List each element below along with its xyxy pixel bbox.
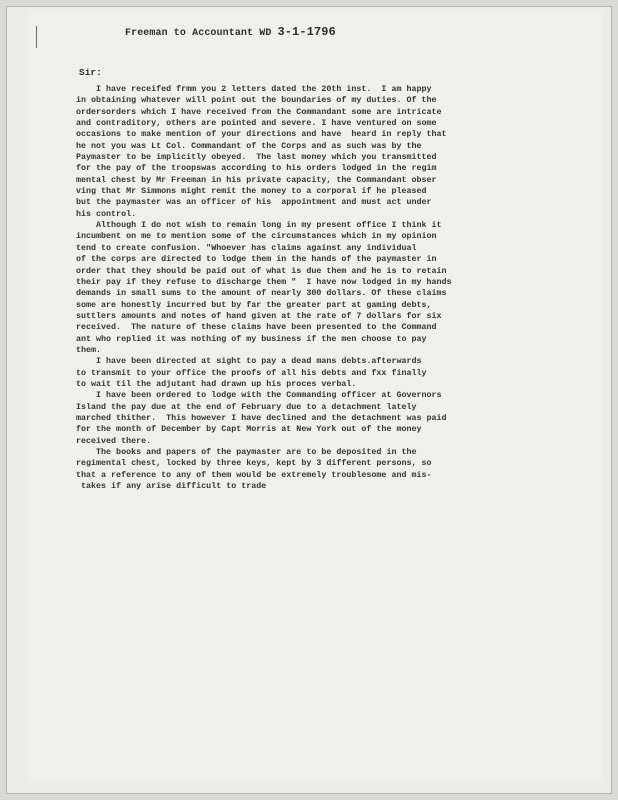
text-line: for the month of December by Capt Morris at New York out of the money [76, 424, 422, 435]
text-line: them. [76, 344, 102, 355]
text-line: to wait til the adjutant had drawn up his proces verbal. [76, 378, 357, 389]
text-line: mental chest by Mr Freeman in his private capacity, the Commandant obser [76, 174, 437, 185]
text-line: marched thither. This however I have declined and the detachment was paid [76, 412, 447, 423]
text-line: in obtaining whatever will point out the boundaries of my duties. Of the [76, 95, 437, 106]
text-line: The books and papers of the paymaster are to be deposited in the [76, 447, 417, 457]
text-line: their pay if they refuse to discharge them " I have now lodged in my hands [76, 276, 452, 287]
text-line: of the corps are directed to lodge them in the hands of the paymaster in [76, 254, 437, 265]
text-line: Paymaster to be implicitly obeyed. The last money which you transmitted [76, 152, 437, 163]
text-line: received there. [76, 435, 152, 446]
page-edge-mark [36, 26, 37, 48]
text-line: regimental chest, locked by three keys, kept by 3 different persons, so [76, 458, 432, 469]
text-line: I have been directed at sight to pay a dead mans debts.afterwards [76, 356, 422, 367]
text-line: and contraditory, others are pointed and severe. I have ventured on some [76, 118, 437, 129]
text-line: ordersorders which I have received from the Commandant some are intricate [76, 106, 442, 117]
text-line: I have been ordered to lodge with the Commanding officer at Governors [76, 390, 442, 401]
text-line: his control. [76, 208, 137, 219]
text-line: Although I do not wish to remain long in my present office I think it [76, 220, 442, 231]
document-header [125, 25, 336, 39]
text-line: ant who replied it was nothing of my business if the men choose to pay [76, 333, 427, 344]
text-line: received. The nature of these claims have been presented to the Command [76, 322, 437, 333]
text-line: for the pay of the troopswas according to his orders lodged in the regim [76, 163, 437, 174]
text-line: he not you was Lt Col. Commandant of the Corps and as such was by the [76, 140, 422, 151]
text-line: demands in small sums to the amount of nearly 300 dollars. Of these claims [76, 288, 447, 299]
header-date: 3-1-1796 [277, 25, 336, 39]
text-line: occasions to make mention of your directions and have heard in reply that [76, 129, 447, 140]
salutation: Sir: [79, 67, 102, 78]
text-line: suttlers amounts and notes of hand given at the rate of 7 dollars for six [76, 310, 442, 321]
text-line: tend to create confusion. "Whoever has claims against any individual [76, 242, 417, 253]
header-title: Freeman to Accountant WD [125, 28, 272, 39]
text-line: takes if any arise difficult to trade [76, 481, 267, 492]
text-line: some are honestly incurred but by far the greater part at gaming debts, [76, 299, 432, 310]
letter-body [76, 84, 596, 492]
text-line: Island the pay due at the end of February due to a detachment lately [76, 401, 417, 412]
text-line: that a reference to any of them would be extremely troublesome and mis- [76, 469, 432, 480]
text-line: ving that Mr Simmons might remit the money to a corporal if he pleased [76, 186, 427, 197]
text-line: but the paymaster was an officer of his appointment and must act under [76, 197, 432, 208]
text-line: incumbent on me to mention some of the circumstances which in my opinion [76, 231, 437, 242]
text-line: to transmit to your office the proofs of all his debts and fxx finally [76, 367, 427, 378]
text-line: I have receifed frmm you 2 letters dated the 20th inst. I am happy [76, 84, 432, 94]
text-line: order that they should be paid out of what is due them and he is to retain [76, 265, 447, 276]
